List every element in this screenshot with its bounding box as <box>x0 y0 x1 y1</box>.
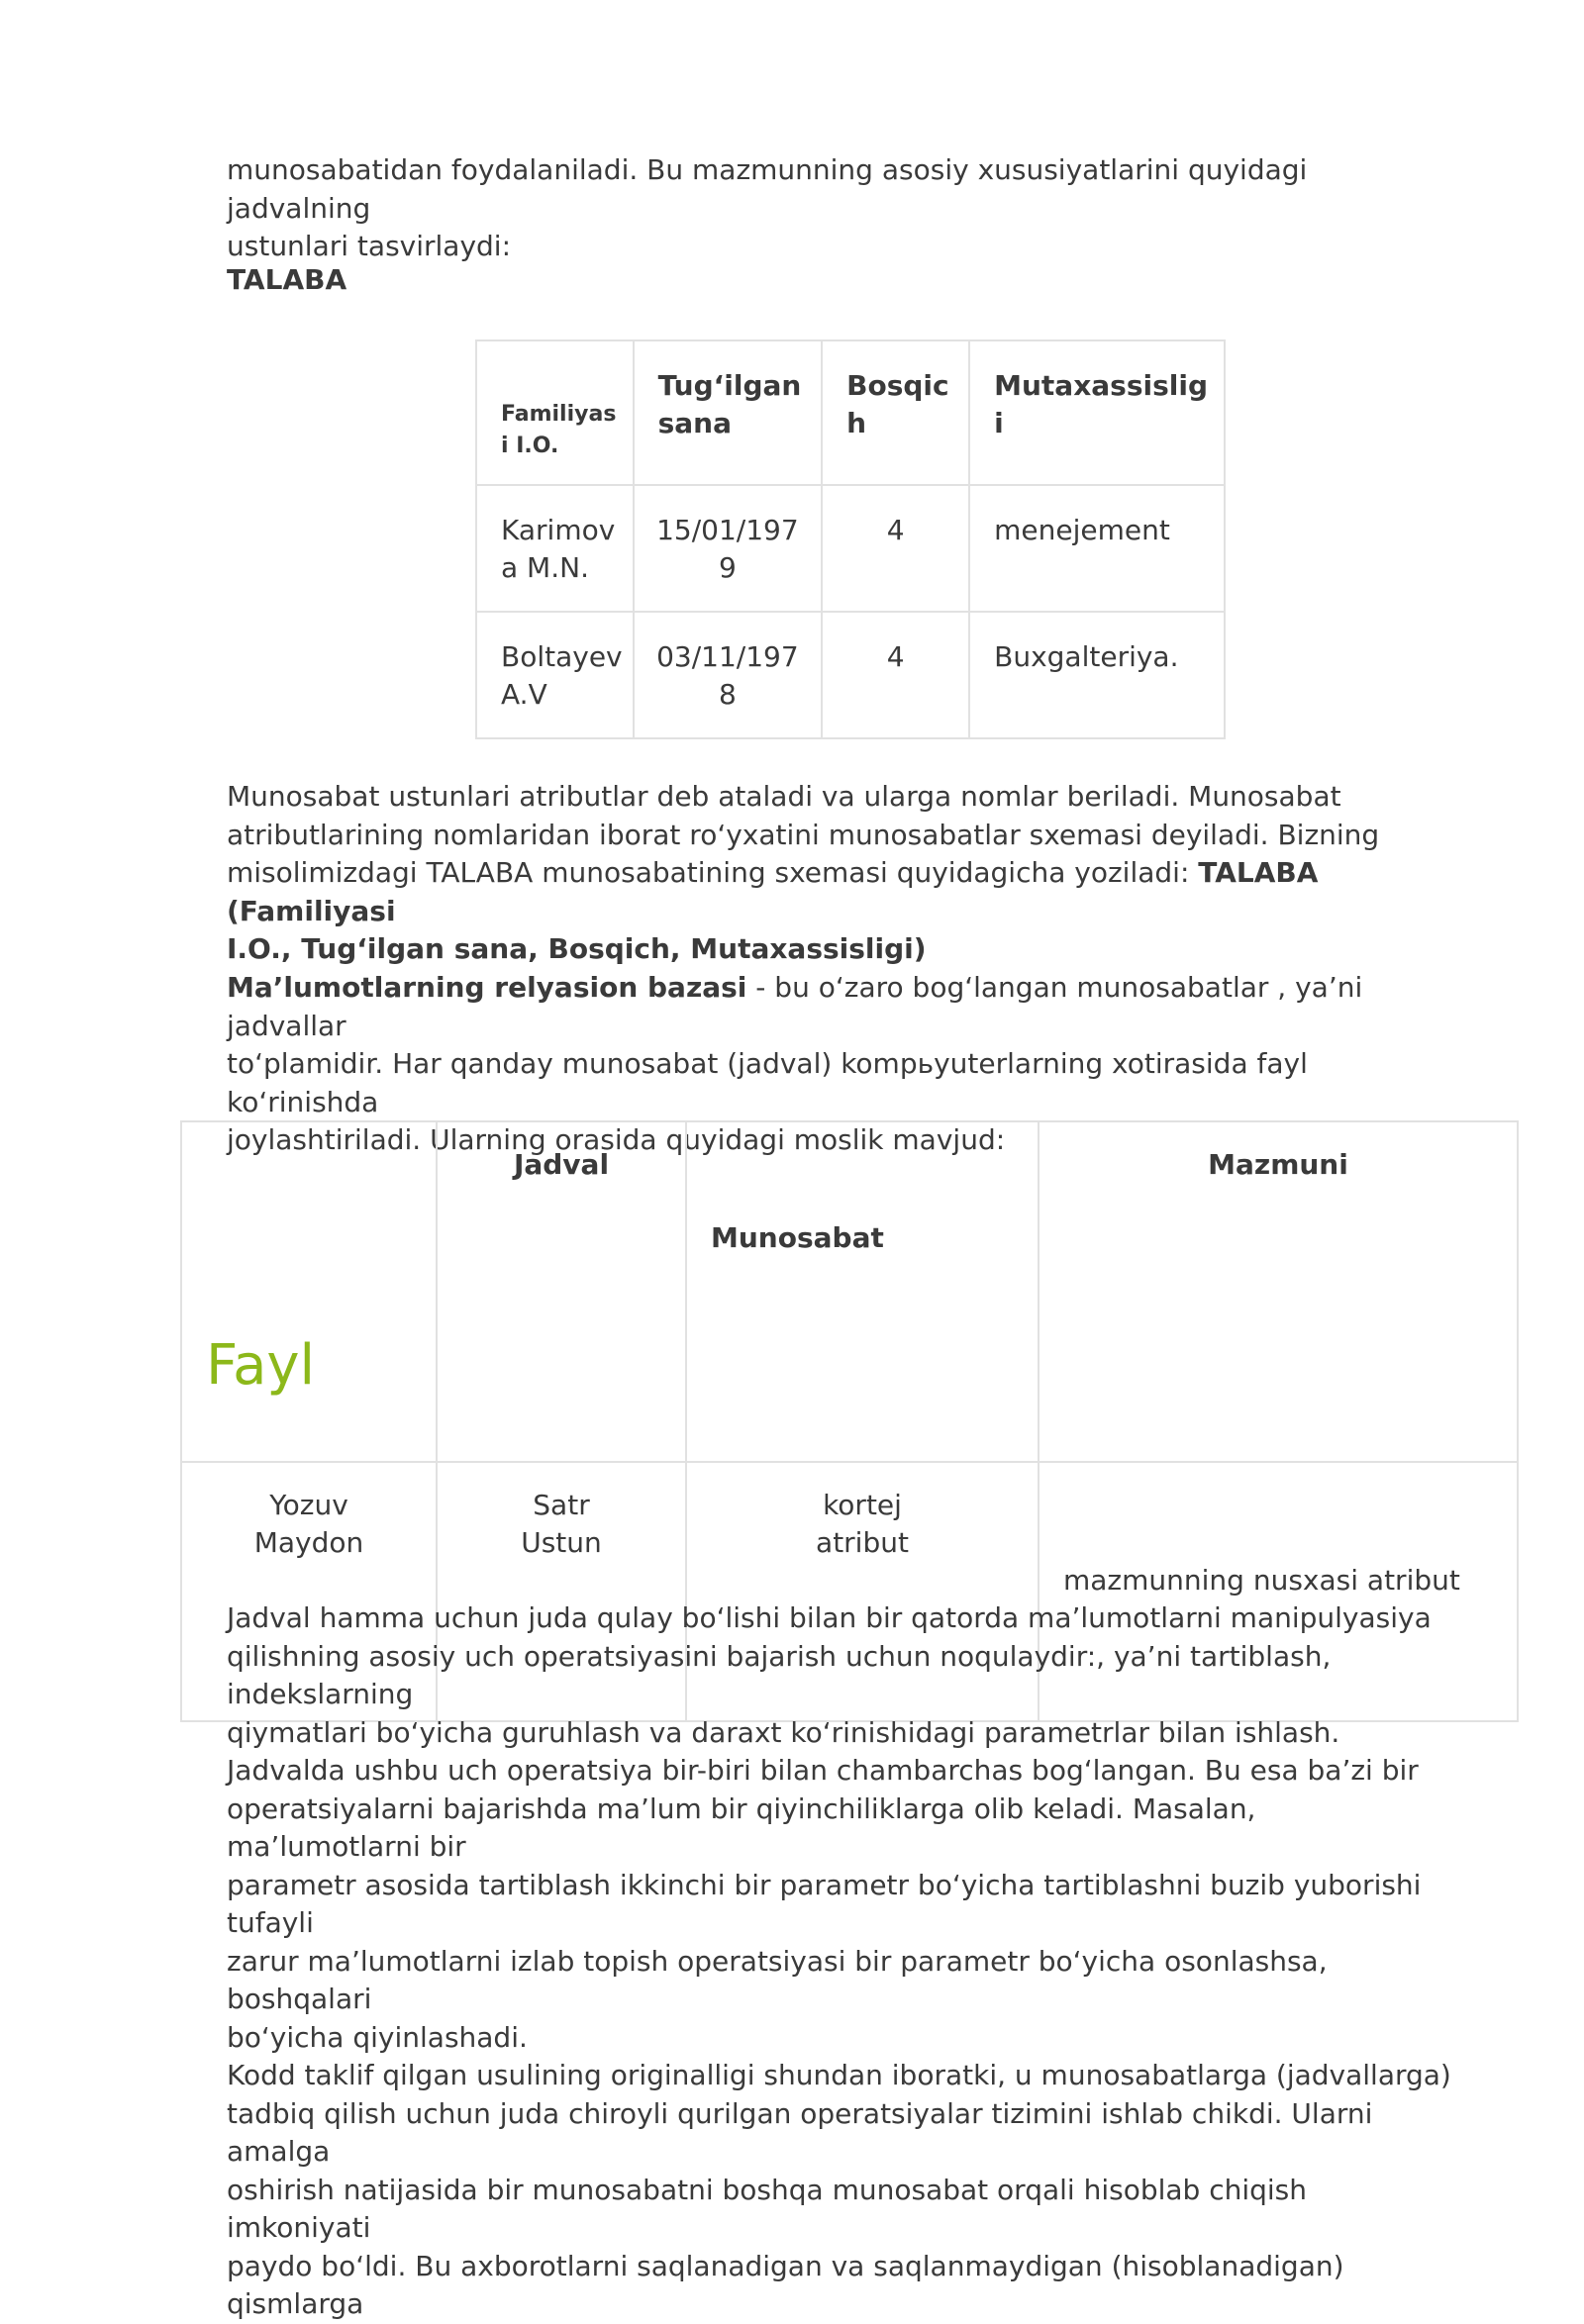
text-line: Munosabat ustunlari atributlar deb ataladi va ularga nomlar beriladi. Munosabat <box>227 780 1341 813</box>
intro-paragraph <box>227 151 1454 266</box>
talaba-heading: TALABA <box>227 263 347 296</box>
cell-text: 03/11/197 <box>656 640 799 673</box>
cell-date <box>634 485 823 612</box>
cell-specialty: menejement <box>969 485 1225 612</box>
cell-text: A.V <box>501 678 547 711</box>
text-line: qilishning asosiy uch operatsiyasini bajarish uchun noqulaydir:, ya’ni tartiblash, indekslarning <box>227 1639 1332 1710</box>
cell-text: a M.N. <box>501 551 589 584</box>
text-line: joylashtiriladi. Ularning orasida quyidagi moslik mavjud: <box>227 1123 1006 1156</box>
text-line: tadbiq qilish uchun juda chiroyli qurilgan operatsiyalar tizimini ishlab chikdi. Ularni amalga <box>227 2096 1373 2168</box>
header-familiyasi <box>476 340 634 485</box>
cell-date <box>634 612 823 738</box>
text-line: operatsiyalarni bajarishda ma’lum bir qiyinchiliklarga olib keladi. Masalan, ma’lumotlarni bir <box>227 1791 1256 1863</box>
header-jadval: Jadval <box>437 1121 686 1462</box>
cell-text: kortej <box>823 1489 902 1521</box>
header-text: sana <box>657 407 733 439</box>
cell-name <box>476 612 634 738</box>
header-text: i <box>994 407 1004 439</box>
cell-name <box>476 485 634 612</box>
cell-text: Ustun <box>521 1526 602 1559</box>
table-header-row <box>476 340 1225 485</box>
cell-text: atribut <box>816 1526 909 1559</box>
cell-text: Boltayev <box>501 640 623 673</box>
cell-text: 9 <box>718 551 737 584</box>
header-fayl <box>181 1121 437 1462</box>
text-line: to‘plamidir. Har qanday munosabat (jadval) kompьyuterlarning xotirasida fayl ko‘rinishda <box>227 1047 1308 1118</box>
header-mutaxassisligi <box>969 340 1225 485</box>
text-line: zarur ma’lumotlarni izlab topish operatsiyasi bir parametr bo‘yicha osonlashsa, boshqalari <box>227 1944 1328 2015</box>
cell-text: Satr <box>533 1489 590 1521</box>
cell-text: Yozuv <box>269 1489 348 1521</box>
text-line: qiymatlari bo‘yicha guruhlash va daraxt ko‘rinishidagi parametrlar bilan ishlash. <box>227 1715 1340 1749</box>
header-mazmuni: Mazmuni <box>1039 1121 1518 1462</box>
cell-level: 4 <box>822 485 969 612</box>
header-munosabat: Munosabat <box>686 1121 1039 1462</box>
final-paragraph <box>227 1599 1454 2324</box>
header-text: Bosqic <box>846 369 949 402</box>
cell-text: 15/01/197 <box>656 514 799 546</box>
cell-text: Maydon <box>253 1526 364 1559</box>
text-line: bo‘yicha qiyinlashadi. <box>227 2020 528 2054</box>
text-line: parametr asosida tartiblash ikkinchi bir parametr bo‘yicha tartiblashni buzib yuborishi tufayli <box>227 1868 1422 1939</box>
cell-mazmuni-terms: mazmunning nusxasi atribut <box>1039 1462 1518 1721</box>
table-row <box>476 485 1225 612</box>
header-text: Familiyas <box>501 402 617 427</box>
cell-text: Karimov <box>501 514 616 546</box>
cell-specialty: Buxgalteriya. <box>969 612 1225 738</box>
text-line: atributlarining nomlaridan iborat ro‘yxatini munosabatlar sxemasi deyiladi. Bizning <box>227 818 1380 851</box>
schema-paragraph <box>227 778 1454 969</box>
text-line: paydo bo‘ldi. Bu axborotlarni saqlanadigan va saqlanmaydigan (hisoblanadigan) qismlarga <box>227 2249 1344 2320</box>
header-text: h <box>846 407 867 439</box>
talaba-table <box>475 339 1226 739</box>
table-header-row <box>181 1121 1518 1462</box>
text-line: oshirish natijasida bir munosabatni boshqa munosabat orqali hisoblab chiqish imkoniyati <box>227 2173 1308 2244</box>
schema-bold-text: TALABA (Familiyasi <box>227 856 1319 927</box>
cell-text: 8 <box>718 678 737 711</box>
text-line: Kodd taklif qilgan usulining originalligi shundan iboratki, u munosabatlarga (jadvallarga) <box>227 2059 1451 2091</box>
text-line: Jadval hamma uchun juda qulay bo‘lishi bilan bir qatorda ma’lumotlarni manipulyasiya <box>227 1601 1432 1634</box>
fayl-label: Fayl <box>206 1333 316 1398</box>
header-tugilgan-sana <box>634 340 823 485</box>
term-bold: Ma’lumotlarning relyasion bazasi <box>227 971 747 1004</box>
header-bosqich <box>822 340 969 485</box>
schema-bold-text: I.O., Tug‘ilgan sana, Bosqich, Mutaxassisligi) <box>227 932 927 965</box>
header-text: i I.O. <box>501 434 559 458</box>
table-row <box>476 612 1225 738</box>
text-line: - bu o‘zaro bog‘langan munosabatlar , ya’ni jadvallar <box>227 971 1363 1042</box>
intro-line-1: munosabatidan foydalaniladi. Bu mazmunning asosiy xususiyatlarini quyidagi jadvalning <box>227 153 1308 225</box>
cell-level: 4 <box>822 612 969 738</box>
text-line: misolimizdagi TALABA munosabatining sxemasi quyidagicha yoziladi: <box>227 856 1199 889</box>
intro-line-2: ustunlari tasvirlaydi: <box>227 230 512 262</box>
text-line: Jadvalda ushbu uch operatsiya bir-biri bilan chambarchas bog‘langan. Bu esa ba’zi bir <box>227 1754 1419 1787</box>
header-text: Tug‘ilgan <box>657 369 802 402</box>
header-text: Mutaxassislig <box>994 369 1208 402</box>
